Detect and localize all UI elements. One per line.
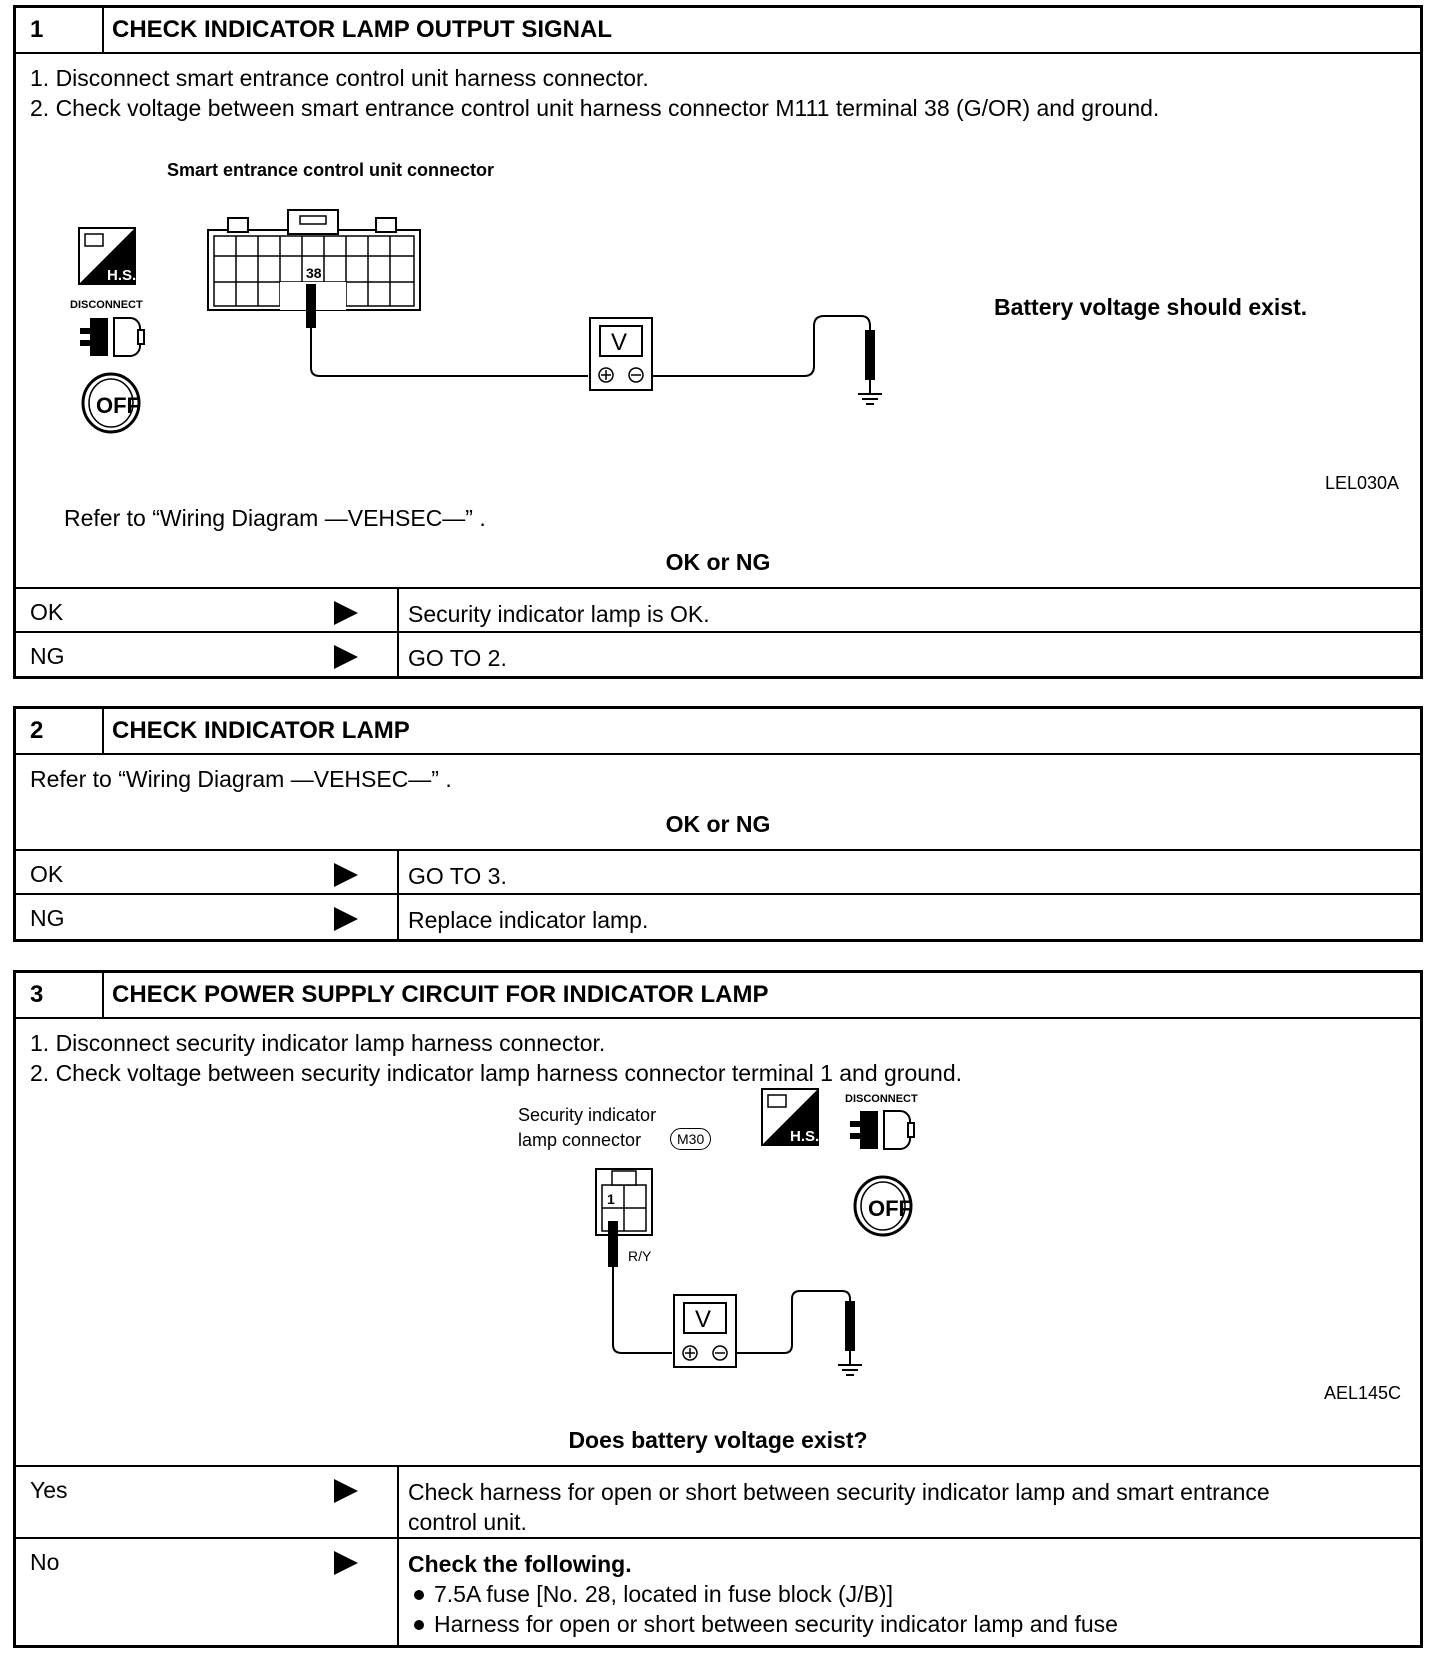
outcome-key: NG (30, 905, 65, 931)
outcome-result: Replace indicator lamp. (408, 907, 649, 933)
result-line-2: control unit. (408, 1509, 527, 1535)
question: Does battery voltage exist? (568, 1427, 868, 1453)
question: OK or NG (665, 811, 771, 837)
lamp-connector-circuit (576, 1169, 876, 1379)
outcome-result: GO TO 2. (408, 645, 507, 671)
figure-code: AEL145C (1324, 1383, 1402, 1403)
step-title: CHECK INDICATOR LAMP OUTPUT SIGNAL (112, 16, 613, 43)
arrow-right-icon (334, 645, 358, 669)
disconnect-label: DISCONNECT (70, 299, 143, 311)
outcome-no-row (16, 1537, 1420, 1647)
outcome-key: OK (30, 861, 64, 887)
result-line-1: Check harness for open or short between security indicator lamp and smart entrance (408, 1479, 1270, 1505)
outcome-ng-row (16, 893, 1420, 941)
arrow-right-icon (334, 863, 358, 887)
outcome-result: Security indicator lamp is OK. (408, 601, 710, 627)
instruction-1: 1. Disconnect security indicator lamp harness connector. (30, 1030, 606, 1056)
outcome-ok-row (16, 587, 1420, 633)
instruction-2: 2. Check voltage between smart entrance control unit harness connector M111 terminal 38 (G/OR) and ground. (30, 95, 1160, 121)
off-label: OFF (96, 393, 140, 418)
disconnect-label: DISCONNECT (845, 1093, 918, 1105)
step-2-header (16, 709, 1420, 755)
step-number: 3 (16, 973, 104, 1017)
outcome-yes-row (16, 1465, 1420, 1539)
harness-side-icon (79, 228, 135, 284)
outcome-result (408, 1477, 1270, 1537)
ignition-off-icon (80, 372, 142, 434)
arrow-right-icon (334, 601, 358, 625)
wiring-reference: Refer to “Wiring Diagram —VEHSEC—” . (30, 766, 452, 792)
outcome-result: GO TO 3. (408, 863, 507, 889)
connector-label-line-1: Security indicator (518, 1105, 657, 1125)
step-1-header (16, 8, 1420, 54)
disconnect-icon (76, 314, 146, 360)
hs-label: H.S. (790, 1128, 820, 1145)
disconnect-icon (846, 1107, 916, 1153)
step-3-header (16, 973, 1420, 1019)
result-text: Battery voltage should exist. (994, 294, 1308, 320)
outcome-key: NG (30, 643, 65, 669)
outcome-key: Yes (30, 1477, 68, 1503)
wiring-reference: Refer to “Wiring Diagram —VEHSEC—” . (64, 505, 486, 531)
step-2-block (13, 706, 1423, 942)
outcome-ng-row (16, 631, 1420, 678)
connector-label-line-2: lamp connector (518, 1130, 642, 1150)
arrow-right-icon (334, 1479, 358, 1503)
question: OK or NG (665, 549, 771, 575)
terminal-38-label: 38 (306, 265, 322, 281)
arrow-right-icon (334, 907, 358, 931)
bullet-item: Harness for open or short between security indicator lamp and fuse (408, 1609, 1118, 1639)
connector-code-badge: M30 (670, 1128, 711, 1150)
wire-color-label: R/Y (628, 1248, 652, 1264)
terminal-1-label: 1 (607, 1191, 615, 1207)
off-label: OFF (868, 1196, 912, 1221)
voltmeter-circuit (306, 284, 906, 414)
figure-code: LEL030A (1325, 473, 1400, 493)
instruction-2: 2. Check voltage between security indicator lamp harness connector terminal 1 and ground. (30, 1060, 963, 1086)
outcome-key: OK (30, 599, 64, 625)
harness-side-icon (762, 1089, 818, 1145)
connector-label: Smart entrance control unit connector (167, 160, 495, 180)
step-number: 1 (16, 8, 104, 52)
outcome-ok-row (16, 849, 1420, 895)
meter-v-label: V (695, 1306, 712, 1333)
outcome-key: No (30, 1549, 60, 1575)
step-title: CHECK INDICATOR LAMP (112, 717, 410, 744)
bullet-item: 7.5A fuse [No. 28, located in fuse block (J/B)] (408, 1579, 1118, 1609)
arrow-right-icon (334, 1551, 358, 1575)
step-number: 2 (16, 709, 104, 753)
meter-v-label: V (611, 329, 628, 356)
instruction-1: 1. Disconnect smart entrance control unit harness connector. (30, 65, 649, 91)
step-title: CHECK POWER SUPPLY CIRCUIT FOR INDICATOR LAMP (112, 981, 769, 1008)
step-1-block (13, 5, 1423, 679)
result-title: Check the following. (408, 1551, 632, 1577)
step-3-block (13, 970, 1423, 1648)
hs-label: H.S. (107, 267, 137, 284)
outcome-result (408, 1549, 1118, 1639)
